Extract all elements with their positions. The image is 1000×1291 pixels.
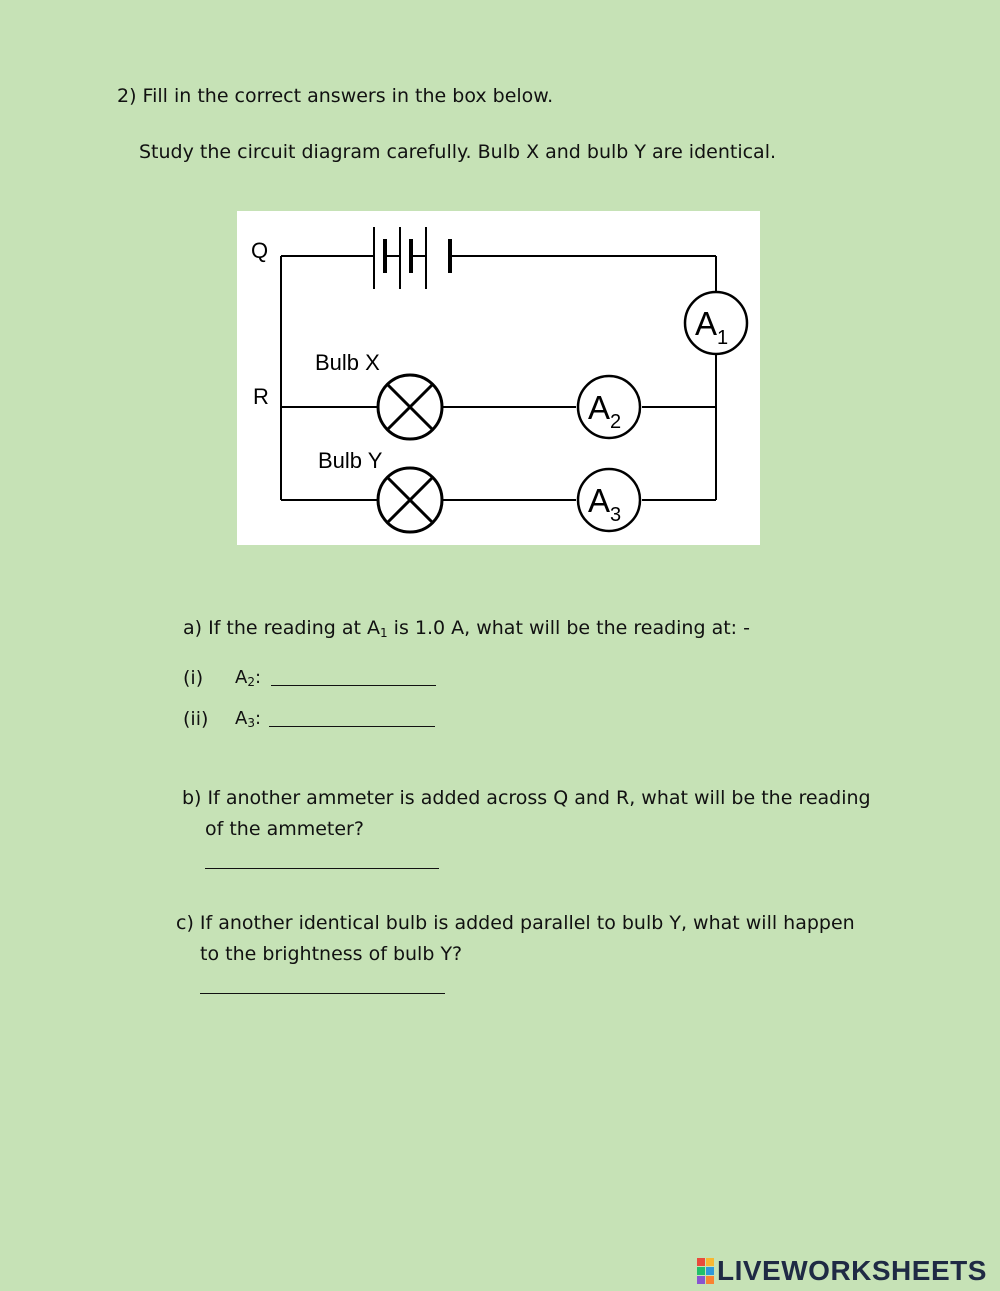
logo-block bbox=[697, 1276, 705, 1284]
logo-block bbox=[706, 1258, 714, 1266]
label-q: Q bbox=[251, 238, 269, 263]
logo-block bbox=[706, 1267, 714, 1275]
part-a-question: a) If the reading at $A_1$ is 1.0 A, what will be the reading at: - bbox=[183, 617, 750, 640]
svg-text:A3: $A_3$ bbox=[588, 482, 622, 526]
part-a-item-i-label: $A_2$: bbox=[235, 667, 262, 689]
svg-text:A2: $A_2$ bbox=[588, 389, 622, 433]
bulb-x-label: Bulb X bbox=[315, 350, 380, 375]
part-a-item-ii-number: (ii) bbox=[183, 708, 209, 730]
part-b-question-line2: of the ammeter? bbox=[205, 818, 364, 840]
ammeter-a1 bbox=[685, 292, 747, 354]
logo-text: LIVEWORKSHEETS bbox=[717, 1255, 987, 1286]
bulb-x-symbol bbox=[378, 375, 442, 439]
bulb-y-symbol bbox=[378, 468, 442, 532]
logo-block bbox=[706, 1276, 714, 1284]
logo-icon bbox=[697, 1258, 714, 1284]
battery-symbol bbox=[374, 227, 450, 289]
part-c-question-line2: to the brightness of bulb Y? bbox=[200, 943, 463, 965]
logo-block bbox=[697, 1258, 705, 1266]
part-a-item-ii-label: $A_3$: bbox=[235, 708, 262, 730]
ammeter-a2 bbox=[578, 376, 640, 438]
answer-input-c[interactable] bbox=[200, 968, 445, 994]
answer-input-b[interactable] bbox=[205, 843, 439, 869]
svg-text:A1: $A_1$ bbox=[695, 305, 729, 349]
part-b-question-line1: b) If another ammeter is added across Q and R, what will be the reading bbox=[182, 787, 871, 809]
circuit-diagram bbox=[237, 211, 760, 545]
bulb-y-label: Bulb Y bbox=[318, 448, 383, 473]
question-intro: Study the circuit diagram carefully. Bulb X and bulb Y are identical. bbox=[139, 141, 777, 163]
label-r: R bbox=[253, 384, 269, 409]
logo-block bbox=[697, 1267, 705, 1275]
part-a-item-i-number: (i) bbox=[183, 667, 204, 689]
answer-input-a2[interactable] bbox=[271, 660, 436, 686]
part-c-question-line1: c) If another identical bulb is added parallel to bulb Y, what will happen bbox=[176, 912, 855, 934]
answer-input-a3[interactable] bbox=[269, 701, 435, 727]
liveworksheets-logo bbox=[697, 1255, 987, 1287]
ammeter-a3 bbox=[578, 469, 640, 531]
question-heading: 2) Fill in the correct answers in the box below. bbox=[117, 85, 554, 107]
